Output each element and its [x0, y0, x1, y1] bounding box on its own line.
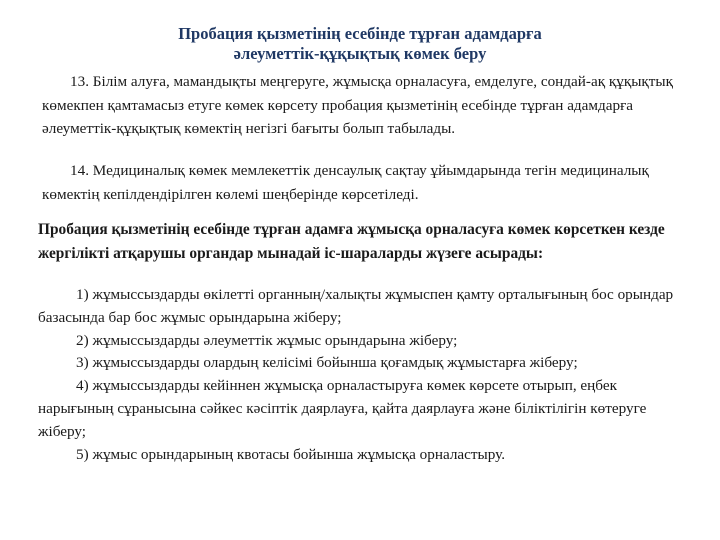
list-item: 2) жұмыссыздарды әлеуметтік жұмыс орындарына жіберу; [76, 331, 458, 349]
list-item: 3) жұмыссыздарды олардың келісімі бойынша қоғамдық жұмыстарға жіберу; [76, 354, 578, 372]
paragraph-14: 14. Медициналық көмек мемлекеттік денсаулық сақтау ұйымдарында тегін медициналық көмектің кепілдендірілген көлемі шеңберінде көрсетіледі. [42, 162, 649, 203]
slide-title-line-1: Пробация қызметінің есебінде тұрған адамдарға [178, 24, 542, 43]
measures-lead: Пробация қызметінің есебінде тұрған адамға жұмысқа орналасуға көмек көрсеткен кезде жергілікті атқарушы органдар мынадай іс-шараларды жүзеге асырады: [38, 221, 665, 262]
measures-list [38, 284, 690, 466]
list-item: 5) жұмыс орындарының квотасы бойынша жұмысқа орналастыру. [76, 445, 506, 463]
list-item: 1) жұмыссыздарды өкілетті органның/халықты жұмыспен қамту орталығының бос орындар базасында бар бос жұмыс орындарына жіберу; [38, 286, 674, 326]
slide-title-line-2: әлеуметтік-құқықтық көмек беру [233, 44, 487, 63]
slide-title [0, 24, 720, 64]
list-item: 4) жұмыссыздарды кейіннен жұмысқа орналастыруға көмек көрсете отырып, еңбек нарығының сұранысына сәйкес кәсіптік даярлауға, қайта даярлауға және біліктілігін көтеруге жіберу; [38, 377, 647, 440]
paragraph-13: 13. Білім алуға, мамандықты меңгеруге, жұмысқа орналасуға, емделуге, сондай-ақ құқықтық көмекпен қамтамасыз етуге көмек көрсету пробация қызметінің есебінде тұрған адамдарға әлеуметтік-құқықтық көмектің негізгі бағыты болып табылады. [42, 73, 674, 137]
